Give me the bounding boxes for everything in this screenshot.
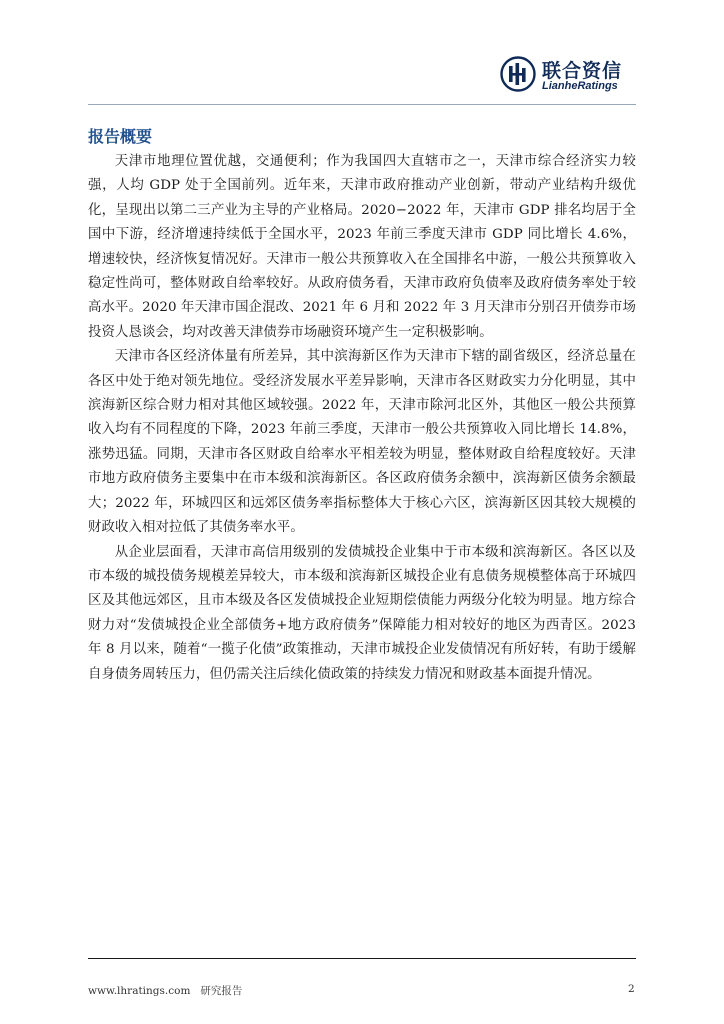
logo-chinese-name: 联合资信 xyxy=(542,60,623,82)
section-title: 报告概要 xyxy=(88,127,153,146)
logo-english-name: LianheRatings xyxy=(542,80,618,92)
summary-paragraph-1: 天津市地理位置优越，交通便利；作为我国四大直辖市之一，天津市综合经济实力较强，人均 GDP 处于全国前列。近年来，天津市政府推动产业创新，带动产业结构升级优化，呈现出以第二三产业为主导的产业格局。2020−2022 年，天津市 GDP 排名均居于全国中下游，经济增速持续低于全国水平，2023 年前三季度天津市 GDP 同比增长 4.6%，增速较快，经济恢复情况好。天津市一般公共预算收入在全国排名中游，一般公共预算收入稳定性尚可，整体财政自给率较好。从政府债务看，天津市政府负债率及政府债务率处于较高水平。2020 年天津市国企混改、2021 年 6 月和 2022 年 3 月天津市分别召开债券市场投资人恳谈会，均对改善天津债券市场融资环境产生一定积极影响。 xyxy=(88,154,636,340)
footer-label: 研究报告 xyxy=(200,985,243,997)
report-summary xyxy=(88,150,636,687)
lianhe-logo-icon xyxy=(500,56,536,92)
footer-info xyxy=(88,983,242,998)
summary-paragraph-3: 从企业层面看，天津市高信用级别的发债城投企业集中于市本级和滨海新区。各区以及市本级的城投债务规模差异较大，市本级和滨海新区城投企业有息债务规模整体高于环城四区及其他远郊区，且市本级及各区发债城投企业短期偿债能力两级分化较为明显。地方综合财力对“发债城投企业全部债务+地方政府债务”保障能力相对较好的地区为西青区。2023 年 8 月以来，随着“一揽子化债”政策推动，天津市城投企业发债情况有所好转，有助于缓解自身债务周转压力，但仍需关注后续化债政策的持续发力情况和财政基本面提升情况。 xyxy=(88,544,636,682)
footer-divider xyxy=(88,958,636,959)
header-divider xyxy=(88,104,636,105)
page-number: 2 xyxy=(628,983,635,995)
footer-website: www.lhratings.com xyxy=(88,985,191,997)
lianhe-logo xyxy=(500,56,640,96)
summary-paragraph-2: 天津市各区经济体量有所差异，其中滨海新区作为天津市下辖的副省级区，经济总量在各区中处于绝对领先地位。受经济发展水平差异影响，天津市各区财政实力分化明显，其中滨海新区综合财力相对其他区域较强。2022 年，天津市除河北区外，其他区一般公共预算收入均有不同程度的下降，2023 年前三季度，天津市一般公共预算收入同比增长 14.8%，涨势迅猛。同期，天津市各区财政自给率水平相差较为明显，整体财政自给程度较好。天津市地方政府债务主要集中在市本级和滨海新区。各区政府债务余额中，滨海新区债务余额最大；2022 年，环城四区和远郊区债务率指标整体大于核心六区，滨海新区因其较大规模的财政收入相对拉低了其债务率水平。 xyxy=(88,349,636,536)
